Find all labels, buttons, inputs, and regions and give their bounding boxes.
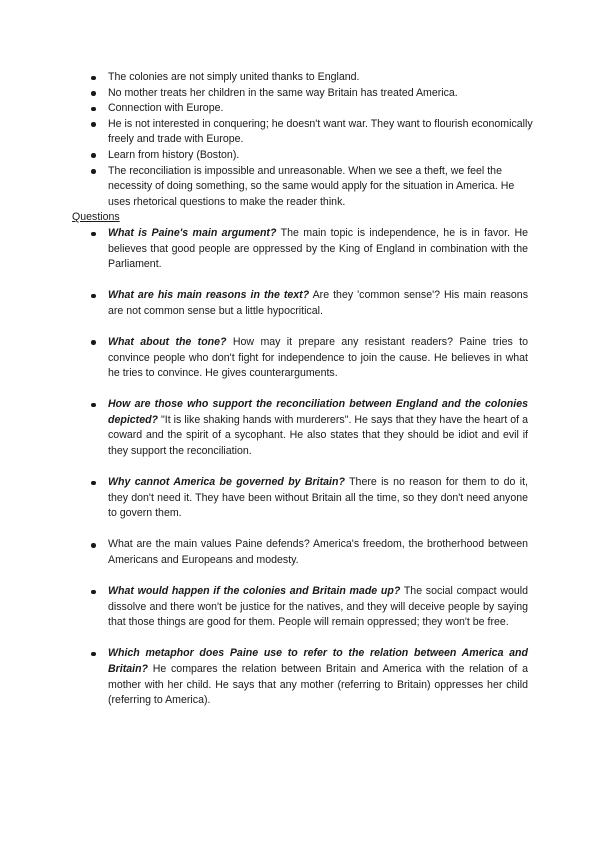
question-text: What are his main reasons in the text? bbox=[108, 289, 310, 302]
bullet-icon bbox=[91, 652, 96, 657]
answer-text: Are they 'common sense'? His main reasons are not common sense but a little hypocritical. bbox=[108, 289, 528, 317]
question-item bbox=[91, 584, 528, 631]
question-text: How are those who support the reconciliation between England and the colonies depicted? bbox=[108, 398, 528, 426]
list-item bbox=[91, 164, 536, 211]
list-item-text: Learn from history (Boston). bbox=[108, 148, 240, 161]
question-item bbox=[91, 288, 528, 319]
answer-text: "It is like shaking hands with murderers". He says that they have the heart of a coward and the spirit of a sycophant. He also states that they should be idiot and evil if they support the reconciliation. bbox=[108, 413, 528, 458]
bullet-icon bbox=[91, 76, 96, 81]
intro-bullet-list bbox=[91, 70, 536, 210]
bullet-icon bbox=[91, 153, 96, 158]
question-item bbox=[91, 335, 528, 382]
list-item-text: Connection with Europe. bbox=[108, 102, 224, 115]
question-text: What is Paine's main argument? bbox=[108, 227, 277, 239]
question-text: Why cannot America be governed by Britain? bbox=[108, 476, 345, 489]
list-item bbox=[91, 101, 536, 117]
question-item bbox=[91, 537, 528, 568]
answer-text: The social compact would dissolve and there won't be justice for the natives, and they will deceive people by saying that those things are good for them. People will remain oppressed; they won't be free. bbox=[108, 585, 528, 629]
questions-list bbox=[91, 226, 528, 724]
bullet-icon bbox=[91, 403, 96, 408]
answer-text: There is no reason for them to do it, they don't need it. They have been without Britain all the time, so they don't need anyone to govern them. bbox=[108, 476, 529, 520]
bullet-icon bbox=[91, 543, 96, 548]
question-item bbox=[91, 475, 528, 522]
bullet-icon bbox=[91, 91, 96, 96]
bullet-icon bbox=[91, 169, 96, 174]
bullet-icon bbox=[91, 481, 96, 486]
bullet-icon bbox=[91, 294, 96, 299]
answer-text: How may it prepare any resistant readers? Paine tries to convince people who don't fight for independence to join the cause. He believes in what he tries to convince. He gives counterarguments. bbox=[108, 335, 528, 380]
bullet-icon bbox=[91, 122, 96, 127]
list-item-text: No mother treats her children in the same way Britain has treated America. bbox=[108, 86, 458, 99]
question-item bbox=[91, 397, 528, 459]
list-item-text: The colonies are not simply united thanks to England. bbox=[108, 71, 360, 83]
list-item bbox=[91, 148, 536, 164]
question-text: Which metaphor does Paine use to refer to the relation between America and Britain? bbox=[108, 647, 528, 675]
bullet-icon bbox=[91, 107, 96, 112]
list-item-text: He is not interested in conquering; he doesn't want war. They want to flourish economically freely and trade with Europe. bbox=[108, 117, 533, 146]
bullet-icon bbox=[91, 340, 96, 345]
question-text: What would happen if the colonies and Britain made up? bbox=[108, 585, 401, 598]
answer-text: He compares the relation between Britain and America with the relation of a mother with her child. He says that any mother (referring to Britain) oppresses her child (referring to America). bbox=[108, 662, 528, 707]
question-text: What about the tone? bbox=[108, 335, 227, 348]
bullet-icon bbox=[91, 590, 96, 595]
list-item bbox=[91, 117, 536, 148]
answer-text: The main topic is independence, he is in favor. He believes that good people are oppressed by the King of England in combination with the Parliament. bbox=[108, 227, 528, 271]
question-item bbox=[91, 226, 528, 273]
questions-heading: Questions bbox=[72, 211, 120, 223]
question-item bbox=[91, 646, 528, 708]
list-item bbox=[91, 86, 536, 102]
bullet-icon bbox=[91, 232, 96, 237]
list-item bbox=[91, 70, 536, 86]
list-item-text: The reconciliation is impossible and unreasonable. When we see a theft, we feel the necessity of doing something, so the same would apply for the situation in America. He uses rhetorical questions to make the reader think. bbox=[108, 164, 515, 208]
answer-text: What are the main values Paine defends? America's freedom, the brotherhood between Americans and Europeans and modesty. bbox=[108, 538, 528, 566]
